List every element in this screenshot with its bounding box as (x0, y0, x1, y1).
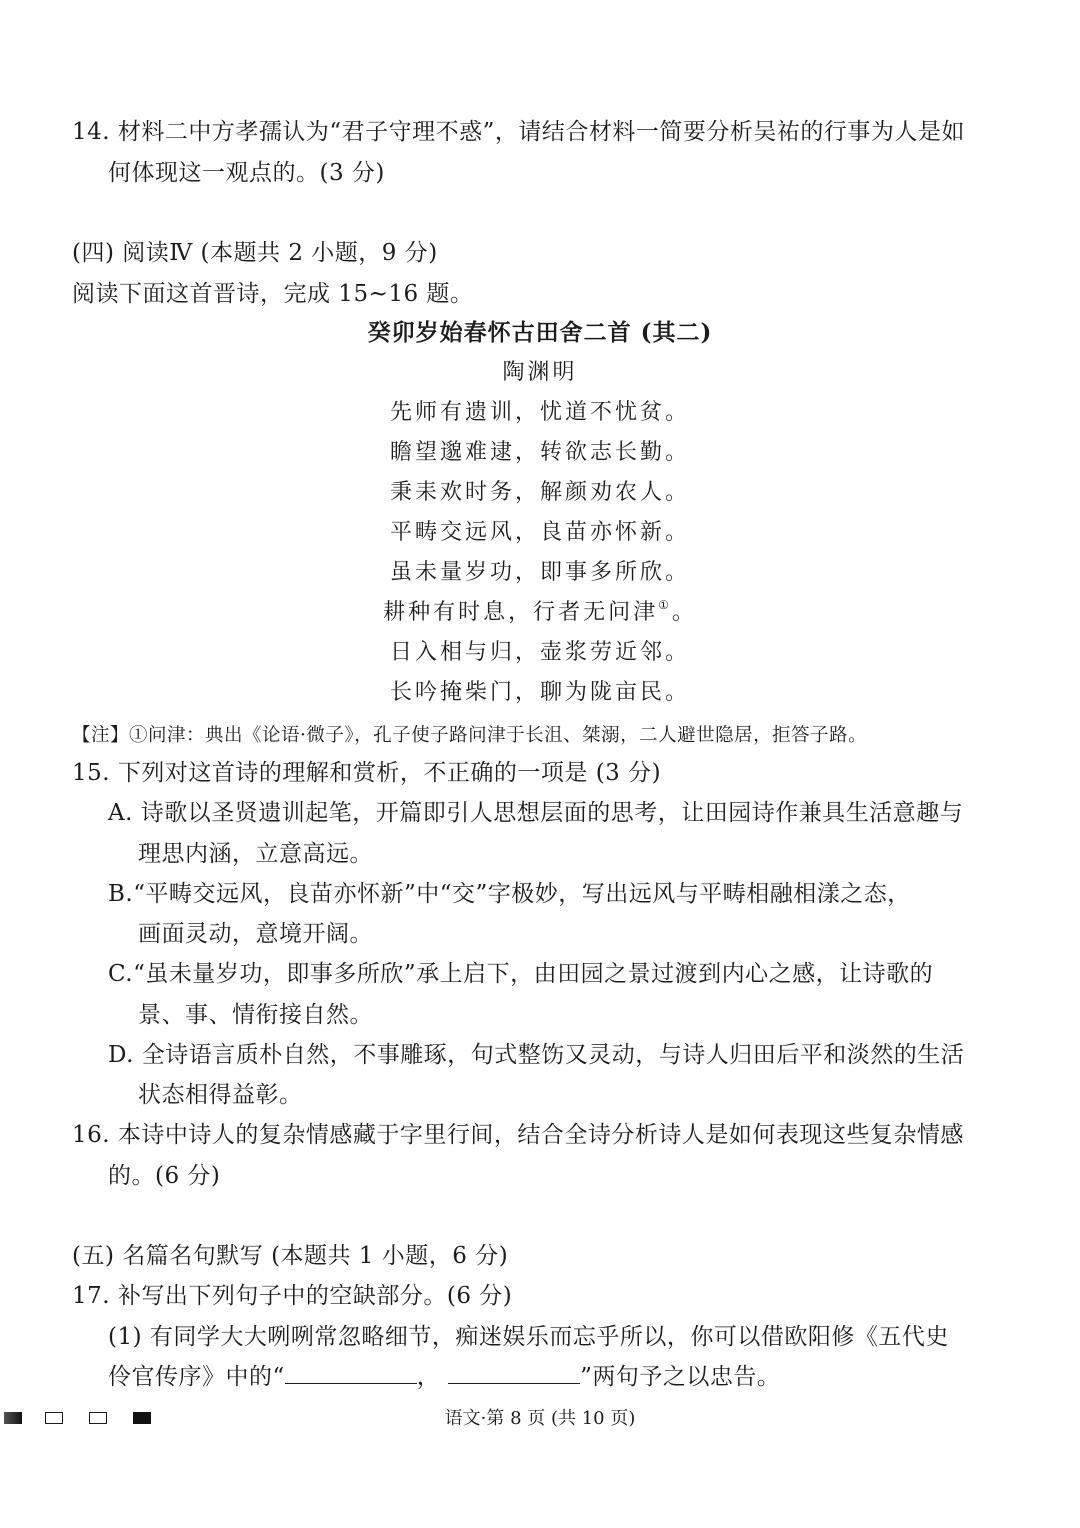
q15-option-d-line-1: D. 全诗语言质朴自然，不事雕琢，句式整饬又灵动，与诗人归田后平和淡然的生活 (108, 1042, 965, 1068)
poem-line-5: 虽未量岁功，即事多所欣。 (389, 560, 690, 585)
poem-line-6-text: 耕种有时息，行者无问津 (383, 600, 659, 625)
q15-stem: 15. 下列对这首诗的理解和赏析，不正确的一项是 (3 分) (72, 760, 662, 786)
poem-line-7: 日入相与归，壶浆劳近邻。 (389, 640, 690, 665)
q15-option-b-line-1: B.“平畴交远风，良苗亦怀新”中“交”字极妙，写出远风与平畴相融相漾之态， (108, 881, 911, 907)
q15-option-d-line-2: 状态相得益彰。 (138, 1082, 303, 1108)
section-5-heading: (五) 名篇名句默写 (本题共 1 小题，6 分) (72, 1243, 509, 1269)
q17-item-1-mid: ， (416, 1364, 441, 1390)
q17-item-1-post: ”两句予之以忠告。 (580, 1364, 781, 1390)
poem-line-3: 秉耒欢时务，解颜劝农人。 (389, 480, 690, 505)
section-4-heading: (四) 阅读Ⅳ (本题共 2 小题，9 分) (72, 240, 438, 266)
footnote-marker: ① (658, 598, 672, 612)
poem-line-6-end: 。 (671, 600, 697, 625)
q15-option-a-line-2: 理思内涵，立意高远。 (138, 841, 373, 867)
poem-line-8: 长吟掩柴门，聊为陇亩民。 (389, 680, 690, 705)
poem-line-4: 平畴交远风，良苗亦怀新。 (389, 520, 690, 545)
answer-blank-2[interactable] (448, 1361, 580, 1384)
poem-line-6 (0, 598, 1080, 628)
q17-item-1-pre: 伶官传序》中的“ (108, 1364, 285, 1390)
q14-line-1: 14. 材料二中方孝孺认为“君子守理不惑”，请结合材料一简要分析吴祐的行事为人是如 (72, 119, 965, 145)
q15-option-c-line-2: 景、事、情衔接自然。 (138, 1002, 373, 1028)
q15-option-a-line-1: A. 诗歌以圣贤遗训起笔，开篇即引人思想层面的思考，让田园诗作兼具生活意趣与 (108, 800, 964, 826)
poem-line-2: 瞻望邈难逮，转欲志长勤。 (389, 440, 690, 465)
poem-line-1: 先师有遗训，忧道不忧贫。 (389, 400, 690, 425)
q16-line-2: 的。(6 分) (108, 1163, 221, 1189)
q14-line-2: 何体现这一观点的。(3 分) (108, 160, 385, 186)
q17-item-1-line-1: (1) 有同学大大咧咧常忽略细节，痴迷娱乐而忘乎所以，你可以借欧阳修《五代史 (108, 1324, 949, 1350)
q16-line-1: 16. 本诗中诗人的复杂情感藏于字里行间，结合全诗分析诗人是如何表现这些复杂情感 (72, 1122, 964, 1148)
q15-option-c-line-1: C.“虽未量岁功，即事多所欣”承上启下，由田园之景过渡到内心之感，让诗歌的 (108, 961, 934, 987)
poem-title: 癸卯岁始春怀古田舍二首 (其二) (367, 319, 713, 346)
q17-stem: 17. 补写出下列句子中的空缺部分。(6 分) (72, 1283, 513, 1309)
answer-blank-1[interactable] (285, 1361, 417, 1384)
q17-item-1-line-2 (108, 1361, 780, 1393)
poem-note: 【注】①问津：典出《论语·微子》，孔子使子路问津于长沮、桀溺，二人避世隐居，拒答子路。 (72, 725, 868, 746)
section-4-instruction: 阅读下面这首晋诗，完成 15~16 题。 (72, 281, 474, 307)
page-footer: 语文·第 8 页 (共 10 页) (444, 1408, 636, 1429)
q15-option-b-line-2: 画面灵动，意境开阔。 (138, 921, 373, 947)
poem-author: 陶渊明 (502, 360, 578, 385)
